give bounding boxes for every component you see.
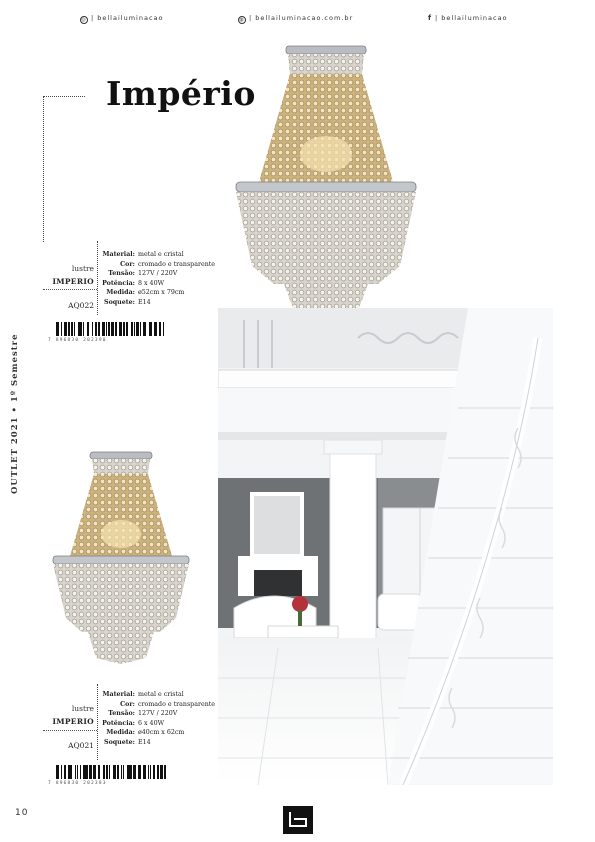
spec-row: Potência: 6 x 40W	[102, 719, 165, 727]
page-number: 10	[15, 808, 29, 818]
spec-row: Medida: ø52cm x 79cm	[106, 289, 185, 297]
website-url: | bellailuminacao.com.br	[249, 14, 354, 22]
product-1-name: IMPERIO	[52, 277, 94, 286]
spec-row: Potência: 8 x 40W	[102, 279, 165, 287]
edition-label: OUTLET 2021 • 1º Semestre	[10, 333, 20, 494]
product-2-code: AQ021	[68, 741, 94, 750]
facebook-handle: | bellailuminacao	[435, 14, 508, 22]
product-2-divider	[43, 730, 97, 731]
product-1-specs	[100, 250, 215, 308]
instagram-handle: | bellailuminacao	[91, 14, 164, 22]
product-2-type: lustre	[71, 704, 94, 713]
facebook-icon: f	[428, 14, 433, 22]
product-1-barcode-digits: 7 896830 202390	[48, 338, 107, 343]
spec-row: Soquete: E14	[104, 738, 151, 746]
brand-logo	[283, 806, 313, 834]
instagram-icon: ◎	[81, 17, 87, 23]
spec-row: Soquete: E14	[104, 298, 151, 306]
spec-row: Medida: ø40cm x 62cm	[106, 729, 185, 737]
product-1-info	[38, 264, 94, 310]
product-2-specs	[100, 690, 215, 748]
header-website[interactable]	[238, 14, 353, 24]
chandelier-image-small	[50, 450, 192, 668]
product-1-type: lustre	[71, 264, 94, 273]
product-2-vertical-line	[97, 684, 98, 760]
product-2-info	[38, 704, 94, 750]
header-bar	[0, 14, 595, 26]
spec-row: Cor: cromado e transparente	[120, 260, 216, 268]
spec-row: Material: metal e cristal	[102, 691, 184, 698]
interior-photo	[218, 308, 553, 785]
product-1-vertical-line	[97, 241, 98, 315]
spec-row: Tensão: 127V / 220V	[108, 710, 178, 718]
globe-icon: ◍	[239, 17, 245, 23]
product-2-barcode-digits: 7 896830 202383	[48, 781, 107, 786]
title-dotted-line	[43, 96, 85, 97]
product-2-name: IMPERIO	[52, 717, 94, 726]
header-facebook[interactable]	[428, 14, 508, 22]
page-title: Império	[106, 74, 256, 113]
product-1-barcode	[56, 322, 165, 336]
spec-row: Material: metal e cristal	[102, 251, 184, 258]
header-instagram[interactable]	[80, 14, 163, 24]
product-1-divider	[43, 289, 97, 290]
spec-row: Tensão: 127V / 220V	[108, 270, 178, 278]
spec-row: Cor: cromado e transparente	[120, 700, 216, 708]
chandelier-image-large	[228, 44, 424, 326]
product-1-code: AQ022	[68, 301, 94, 310]
title-dotted-vertical	[43, 96, 44, 242]
product-2-barcode	[56, 765, 168, 779]
